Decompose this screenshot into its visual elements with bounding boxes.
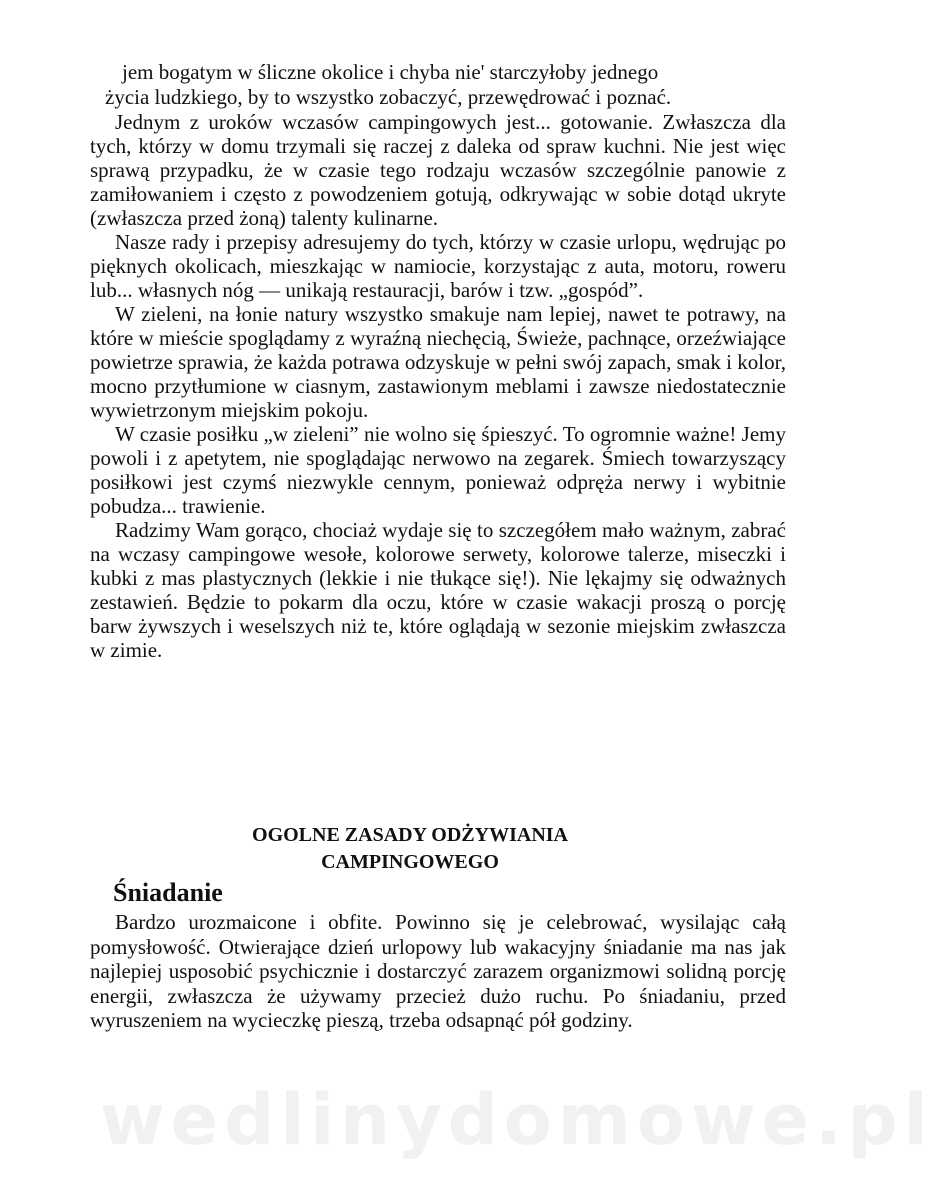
paragraph-cooking: Jednym z uroków wczasów campingowych jest... gotowanie. Zwłaszcza dla tych, którzy w domu trzymali się raczej z daleka od spraw kuchni. Nie jest więc sprawą przypadku, że w czasie tego rodzaju wczasów szczególnie panowie z zamiłowaniem i często z powodzeniem gotują, odkrywając w sobie dotąd ukryte (zwłaszcza przed żoną) talenty kulinarne. xyxy=(90,110,786,230)
paragraph-tableware: Radzimy Wam gorąco, chociaż wydaje się to szczegółem mało ważnym, zabrać na wczasy campingowe wesołe, kolorowe serwety, kolorowe talerze, miseczki i kubki z mas plastycznych (lekkie i nie tłukące się!). Nie lękajmy się odważnych zestawień. Będzie to pokarm dla oczu, które w czasie wakacji proszą o porcję barw żywszych i weselszych niż te, które oglądają w sezonie miejskim zwłaszcza w zimie. xyxy=(90,518,786,662)
paragraph-advice: Nasze rady i przepisy adresujemy do tych, którzy w czasie urlopu, wędrując po pięknych okolicach, mieszkając w namiocie, korzystając z auta, motoru, roweru lub... własnych nóg — unikają restauracji, barów i tzw. „gospód”. xyxy=(90,230,786,302)
watermark: wedlinydomowe.pl xyxy=(100,1079,934,1161)
document-body xyxy=(90,60,786,662)
intro-line-2: życia ludzkiego, by to wszystko zobaczyć, przewędrować i poznać. xyxy=(105,85,672,109)
paragraph-meal: W czasie posiłku „w zieleni” nie wolno się śpieszyć. To ogromnie ważne! Jemy powoli i z apetytem, nie spoglądając nerwowo na zegarek. Śmiech towarzyszący posiłkowi jest czymś niezwykle cennym, ponieważ odpręża nerwy i wybitnie pobudza... trawienie. xyxy=(90,422,786,518)
section-title: OGOLNE ZASADY ODŻYWIANIA CAMPINGOWEGO xyxy=(252,824,568,873)
paragraph-nature: W zieleni, na łonie natury wszystko smakuje nam lepiej, nawet te potrawy, na które w mieście spoglądamy z wyraźną niechęcią, Świeże, pachnące, orzeźwiające powietrze sprawia, że każda potrawa odzyskuje w pełni swój zapach, smak i kolor, mocno przytłumione w ciasnym, zastawionym meblami i zawsze niedostatecznie wywietrzonym miejskim pokoju. xyxy=(90,302,786,422)
subheading-breakfast: Śniadanie xyxy=(113,878,223,907)
intro-line-1: jem bogatym w śliczne okolice i chyba nie' starczyłoby jednego xyxy=(122,60,659,84)
paragraph-breakfast: Bardzo urozmaicone i obfite. Powinno się je celebrować, wysilając całą pomysłowość. Otwierające dzień urlopowy lub wakacyjny śniadanie ma nas jak najlepiej usposobić psychicznie i dostarczyć zarazem organizmowi solidną porcję energii, zwłaszcza że używamy przecież dużo ruchu. Po śniadaniu, przed wyruszeniem na wycieczkę pieszą, trzeba odsapnąć pół godziny. xyxy=(90,910,786,1032)
